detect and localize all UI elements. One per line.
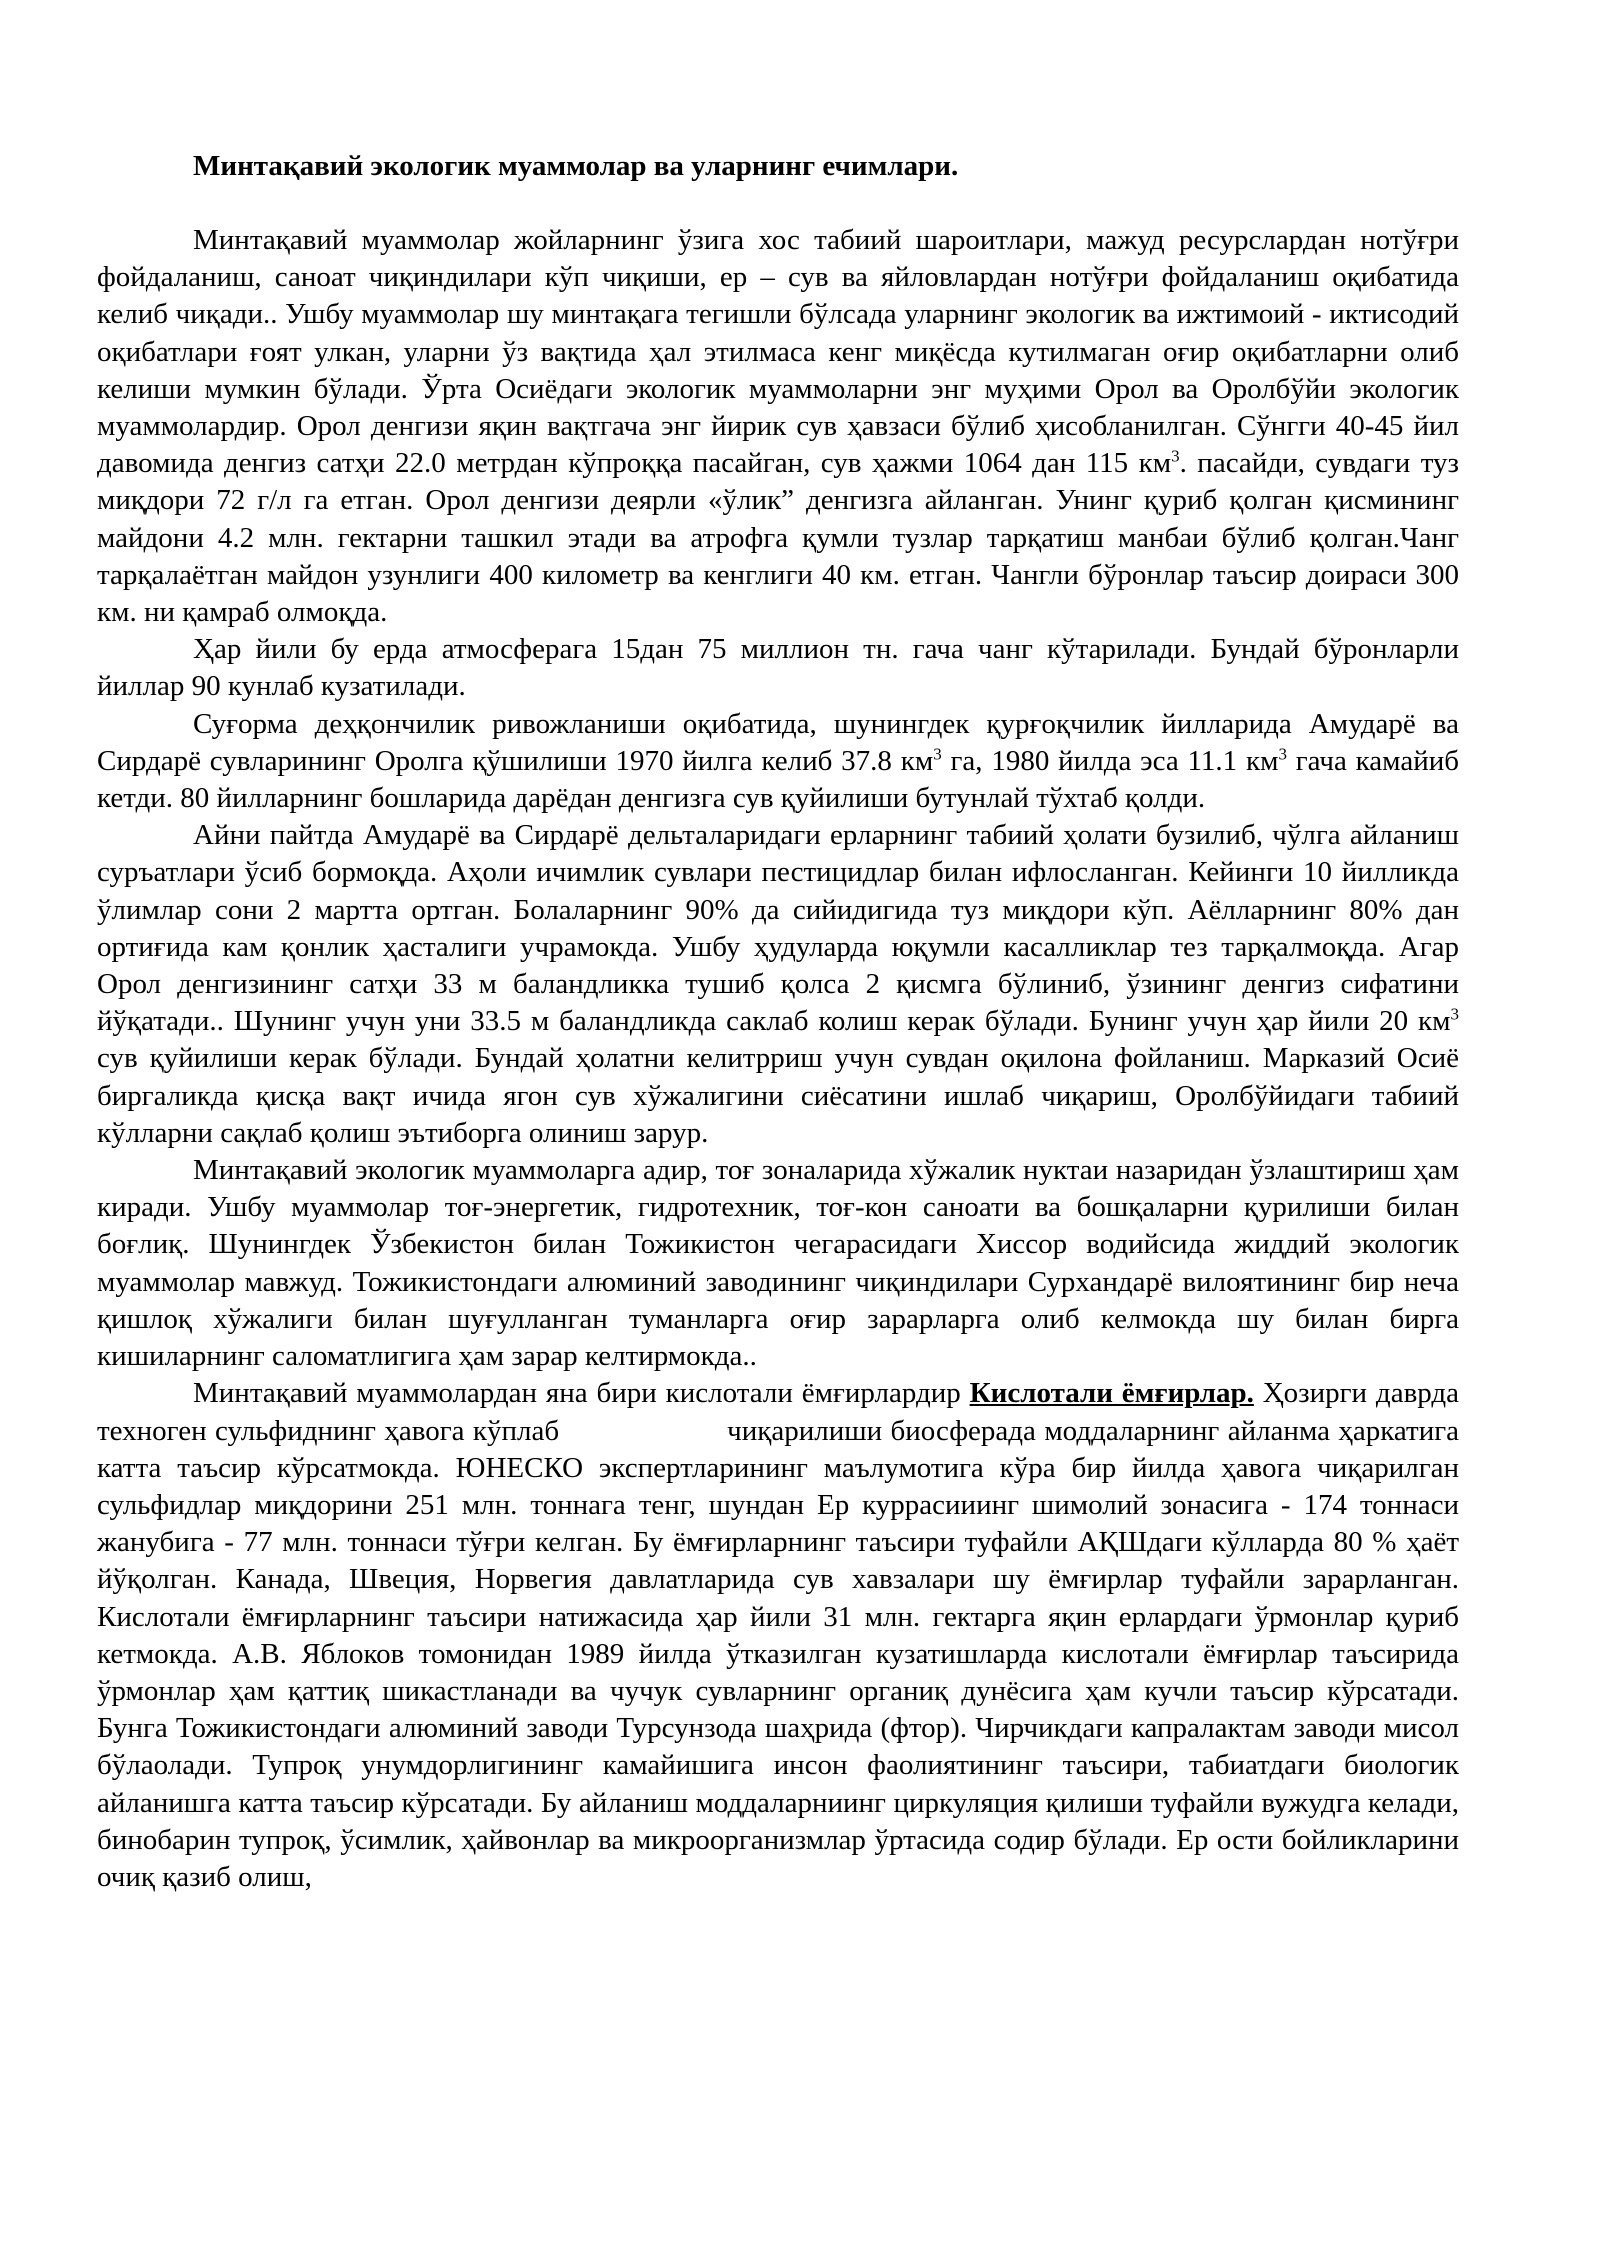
document-title: Минтақавий экологик муаммолар ва уларнинг ечимлари. bbox=[193, 150, 959, 182]
paragraph-text: Минтақавий муаммолардан яна бири кислотали ёмғирлардир bbox=[193, 1377, 970, 1410]
paragraph-aral-sea bbox=[97, 222, 1459, 631]
paragraph-text: га, 1980 йилда эса 11.1 км bbox=[941, 744, 1279, 777]
document-page bbox=[97, 148, 1459, 1896]
superscript: 3 bbox=[1450, 1004, 1459, 1024]
paragraph-text: Суғорма деҳқончилик ривожланиши оқибатида, шунингдек қурғоқчилик йилларида Амударё ва Сирдарё сувларининг Оролга қўшилиши 1970 йилга келиб 37.8 км bbox=[97, 707, 1459, 777]
paragraph-text: Айни пайтда Амударё ва Сирдарё дельталаридаги ерларнинг табиий ҳолати бузилиб, чўлга айланиш суръатлари ўсиб бормоқда. Аҳоли ичимлик сувлари пестицидлар билан ифлосланган. Кейинги 10 йилликда ўлимлар сони 2 мартта ортган. Болаларнинг 90% да сийидигида туз миқдори кўп. Аёлларнинг 80% дан ортиғида кам қонлик ҳасталиги учрамокда. Ушбу ҳудуларда юқумли касалликлар тез тарқалмоқда. Агар Орол денгизининг сатҳи 33 м баландликка тушиб қолса 2 қисмга бўлиниб, ўзининг денгиз сифатини йўқатади.. Шунинг учун уни 33.5 м баландликда саклаб колиш керак бўлади. Бунинг учун ҳар йили 20 км bbox=[97, 819, 1459, 1038]
paragraph-text: чиқарилиши биосферада моддаларнинг айланма ҳаркатига катта таъсир кўрсатмокда. ЮНЕСКО экспертларининг маълумотига кўра бир йилда ҳавога чиқарилган сульфидлар миқдорини 251 млн. тоннага тенг, шундан Ер куррасииинг шимолий зонасига - 174 тоннаси жанубига - 77 млн. тоннаси тўғри келган. Бу ёмғирларнинг таъсири туфайли АҚШдаги кўлларда 80 % ҳаёт йўқолган. Канада, Швеция, Норвегия давлатларида сув хавзалари шу ёмғирлар туфайли зарарланган. Кислотали ёмғирларнинг таъсири натижасида ҳар йили 31 млн. гектарга яқин ерлардаги ўрмонлар қуриб кетмокда. А.В. Яблоков томонидан 1989 йилда ўтказилган кузатишларда кислотали ёмғирлар таъсирида ўрмонлар ҳам қаттиқ шикастланади ва чучук сувларнинг органиқ дунёсига ҳам кучли таъсир кўрсатади. Бунга Тожикистондаги алюминий заводи Турсунзода шаҳрида (фтор). Чирчикдаги капралактам заводи мисол бўлаолади. Тупроқ унумдорлигининг камайишига инсон фаолиятининг таъсири, табиатдаги биологик айланишга катта таъсир кўрсатади. Бу айланиш моддаларниинг циркуляция қилиши туфайли вужудга келади, бинобарин тупроқ, ўсимлик, ҳайвонлар ва микроорганизмлар ўртасида содир бўлади. Ер ости бойликларини очиқ қазиб олиш, bbox=[97, 1414, 1460, 1893]
paragraph-delta-lands bbox=[97, 817, 1459, 1152]
paragraph-acid-rain bbox=[97, 1375, 1459, 1896]
paragraph-text: Ҳозирги даврда техноген сульфиднинг ҳавога кўплаб bbox=[97, 1377, 1459, 1447]
paragraph-irrigation bbox=[97, 706, 1459, 818]
paragraph-text: Минтақавий муаммолар жойларнинг ўзига хос табиий шароитлари, мажуд ресурслардан нотўғри фойдаланиш, саноат чиқиндилари кўп чиқиши, ер – сув ва яйловлардан нотўғри фойдаланиш оқибатида келиб чиқади.. Ушбу муаммолар шу минтақага тегишли бўлсада уларнинг экологик ва ижтимоий - иктисодий оқибатлари ғоят улкан, уларни ўз вақтида ҳал этилмаса кенг миқёсда кутилмаган оғир оқибатларни олиб келиши мумкин бўлади. Ўрта Осиёдаги экологик муаммоларни энг муҳими Орол ва Оролбўйи экологик муаммолардир. Орол денгизи яқин вақтгача энг йирик сув ҳавзаси бўлиб ҳисобланилган. Сўнгги 40-45 йил давомида денгиз сатҳи 22.0 метрдан кўпроққа пасайган, сув ҳажми 1064 дан 115 км bbox=[97, 224, 1459, 480]
paragraph-text: . пасайди, сувдаги туз миқдори 72 г/л га етган. Орол денгизи деярли «ўлик” денгизга айланган. Унинг қуриб қолган қисмининг майдони 4.2 млн. гектарни ташкил этади ва атрофга қумли тузлар тарқатиш манбаи бўлиб қолган.Чанг тарқалаётган майдон узунлиги 400 километр ва кенглиги 40 км. етган. Чангли бўронлар таъсир доираси 300 км. ни қамраб олмоқда. bbox=[97, 447, 1460, 629]
superscript: 3 bbox=[1278, 744, 1287, 764]
superscript: 3 bbox=[1171, 446, 1180, 466]
acid-rain-keyword: Кислотали ёмғирлар. bbox=[969, 1377, 1254, 1410]
superscript: 3 bbox=[933, 744, 942, 764]
paragraph-text: гача камайиб кетди. 80 йилларнинг бошларида дарёдан денгизга сув қуйилиши бутунлай тўхтаб қолди. bbox=[97, 744, 1459, 815]
paragraph-text: сув қуйилиши керак бўлади. Бундай ҳолатни келитрриш учун сувдан оқилона фойланиш. Марказий Осиё биргаликда қисқа вақт ичида ягон сув хўжалигини сиёсатини ишлаб чиқариш, Оролбўйидаги табиий кўлларни сақлаб қолиш эътиборга олиниш зарур. bbox=[97, 1042, 1459, 1149]
paragraph-dust-storms: Ҳар йили бу ерда атмосферага 15дан 75 миллион тн. гача чанг кўтарилади. Бундай бўронларли йиллар 90 кунлаб кузатилади. bbox=[97, 633, 1459, 703]
paragraph-mountain-zones: Минтақавий экологик муаммоларга адир, тоғ зоналарида хўжалик нуктаи назаридан ўзлаштириш ҳам киради. Ушбу муаммолар тоғ-энергетик, гидротехник, тоғ-кон саноати ва бошқаларни қурилиши билан боғлиқ. Шунингдек Ўзбекистон билан Тожикистон чегарасидаги Хиссор водийсида жиддий экологик муаммолар мавжуд. Тожикистондаги алюминий заводининг чиқиндилари Сурхандарё вилоятининг бир неча қишлоқ хўжалиги билан шуғулланган туманларга оғир зарарларга олиб келмокда шу билан бирга кишиларнинг саломатлигига ҳам зарар келтирмокда.. bbox=[97, 1154, 1459, 1373]
